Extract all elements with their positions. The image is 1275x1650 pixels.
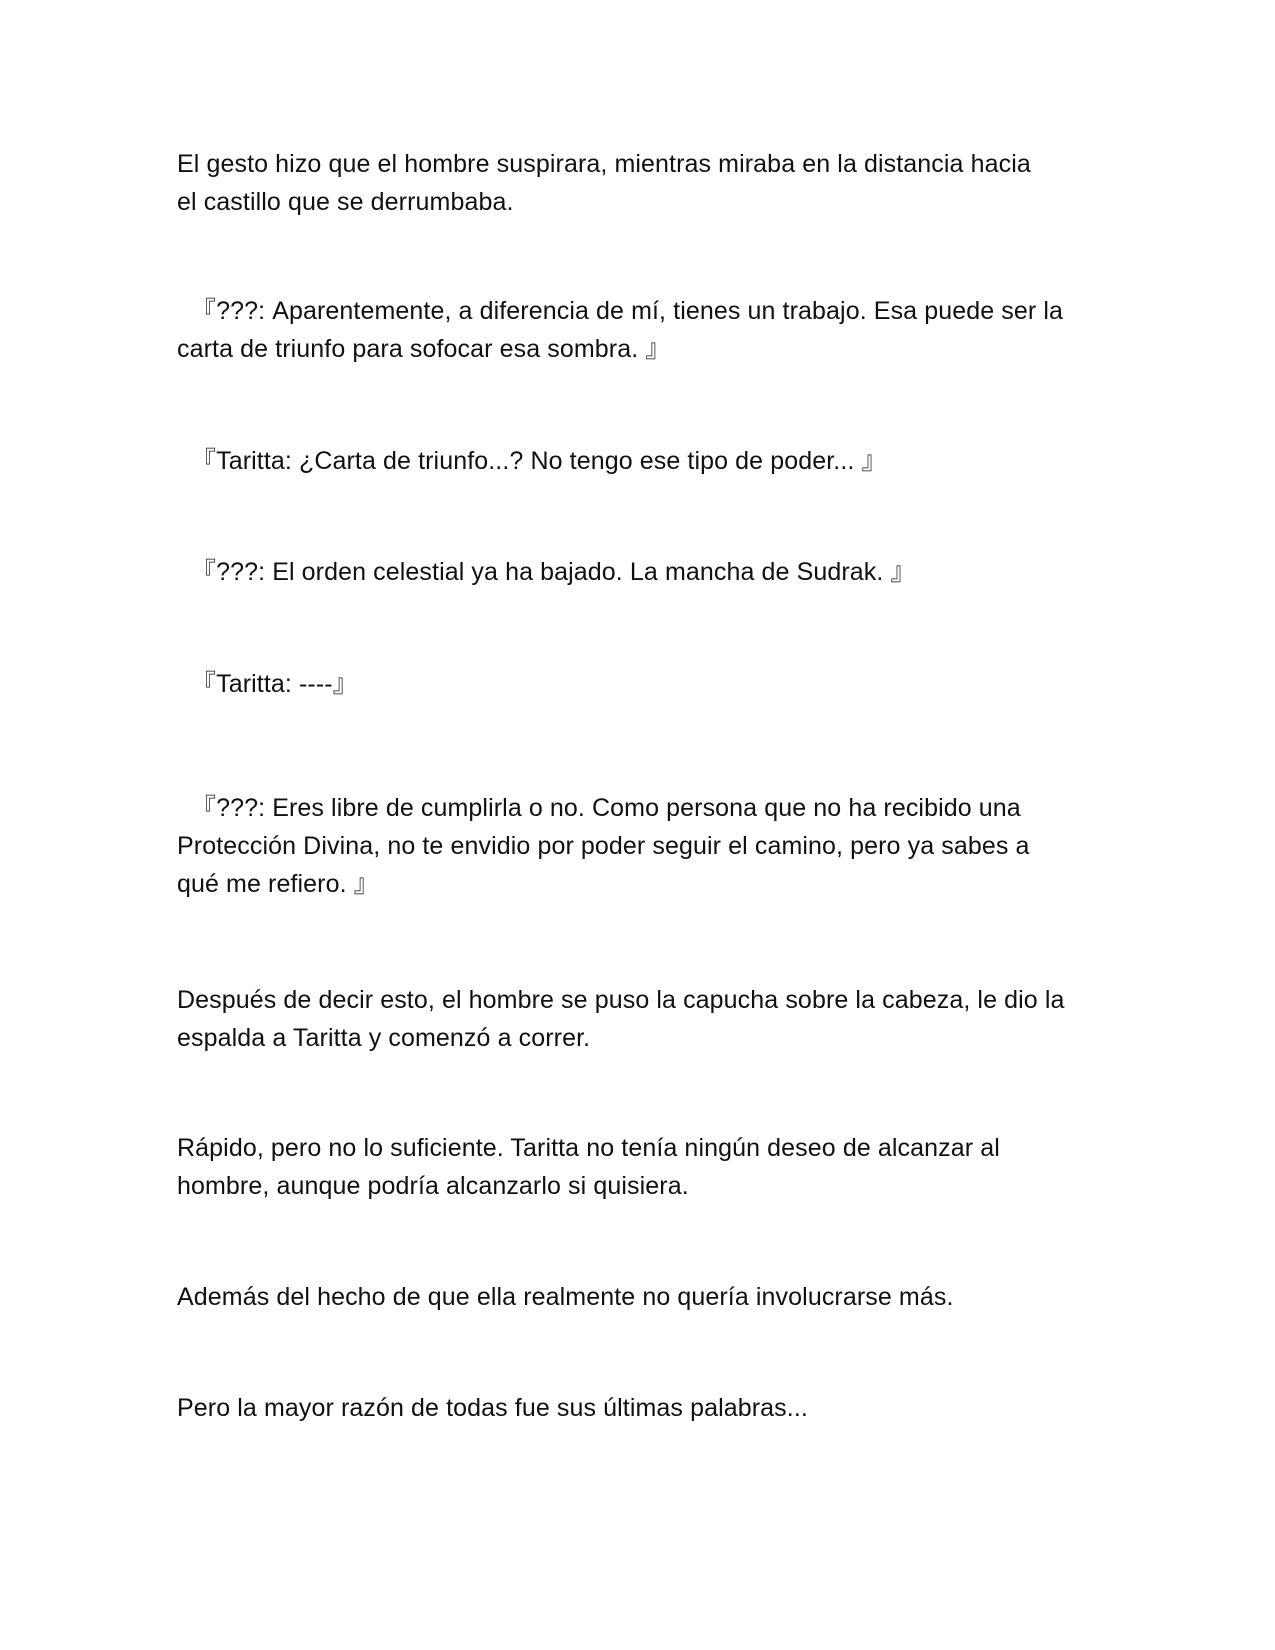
- paragraph-line: 『Taritta: ¿Carta de triunfo...? No tengo ese tipo de poder... 』: [191, 447, 887, 475]
- dialogue-stranger-1: [177, 292, 1107, 368]
- dialogue-stranger-3: [177, 789, 1107, 903]
- paragraph-line: El gesto hizo que el hombre suspirara, mientras miraba en la distancia hacia: [177, 150, 1031, 178]
- paragraph-line: 『???: El orden celestial ya ha bajado. La mancha de Sudrak. 』: [191, 558, 916, 586]
- paragraph-line: Protección Divina, no te envidio por poder seguir el camino, pero ya sabes a: [177, 832, 1030, 860]
- paragraph-5: [177, 1389, 1107, 1427]
- paragraph-line: qué me refiero. 』: [177, 870, 379, 898]
- paragraph-line: Después de decir esto, el hombre se puso la capucha sobre la cabeza, le dio la: [177, 986, 1065, 1014]
- paragraph-line: espalda a Taritta y comenzó a correr.: [177, 1024, 591, 1052]
- paragraph-line: 『???: Aparentemente, a diferencia de mí, tienes un trabajo. Esa puede ser la: [191, 297, 1064, 325]
- paragraph-line: Rápido, pero no lo suficiente. Taritta no tenía ningún deseo de alcanzar al: [177, 1134, 1000, 1162]
- paragraph-line: Pero la mayor razón de todas fue sus últimas palabras...: [177, 1394, 808, 1422]
- dialogue-taritta-2: [177, 665, 1107, 703]
- paragraph-3: [177, 1129, 1107, 1205]
- paragraph-line: 『???: Eres libre de cumplirla o no. Como persona que no ha recibido una: [191, 794, 1021, 822]
- paragraph-line: Además del hecho de que ella realmente no quería involucrarse más.: [177, 1283, 954, 1311]
- dialogue-taritta-1: [177, 442, 1107, 480]
- paragraph-line: 『Taritta: ----』: [191, 670, 358, 698]
- paragraph-4: [177, 1278, 1107, 1316]
- paragraph-line: el castillo que se derrumbaba.: [177, 188, 514, 216]
- paragraph-1: [177, 145, 1107, 221]
- paragraph-2: [177, 981, 1107, 1057]
- paragraph-line: carta de triunfo para sofocar esa sombra. 』: [177, 335, 671, 363]
- paragraph-line: hombre, aunque podría alcanzarlo si quisiera.: [177, 1172, 689, 1200]
- dialogue-stranger-2: [177, 553, 1107, 591]
